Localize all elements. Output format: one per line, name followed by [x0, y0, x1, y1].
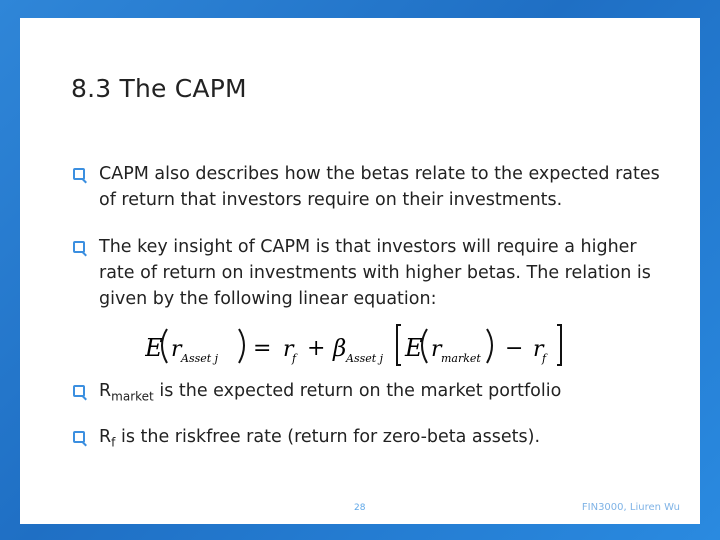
- market-subscript: market: [441, 352, 481, 365]
- formula-beta: β: [333, 336, 347, 362]
- checkbox-bullet-icon: [73, 168, 85, 180]
- checkbox-bullet-icon: [73, 385, 85, 397]
- left-paren-2: [422, 329, 427, 363]
- formula-equals: =: [253, 336, 272, 361]
- footer-credit: FIN3000, Liuren Wu: [581, 502, 680, 513]
- formula-E2: E: [405, 334, 423, 362]
- bullet-subscript: market: [111, 389, 154, 404]
- formula-E: E: [145, 334, 163, 362]
- bullet-prefix: R: [99, 381, 112, 401]
- rf-subscript: f: [292, 352, 297, 365]
- bullet-text: [99, 424, 665, 456]
- asset-subscript: Asset j: [181, 352, 219, 365]
- bullet-item: [75, 378, 665, 410]
- bullet-text: CAPM also describes how the betas relate to the expected rates of return that investors require on their investments.: [99, 164, 660, 210]
- bullet-text: [99, 378, 665, 410]
- page-number: 28: [354, 503, 366, 513]
- rf-subscript-2: f: [542, 352, 547, 365]
- formula-minus: −: [505, 336, 524, 361]
- left-bracket: [397, 325, 401, 365]
- bullet-item: [75, 234, 665, 312]
- right-bracket: [557, 325, 561, 365]
- right-paren: [239, 329, 244, 363]
- right-paren-2: [487, 329, 492, 363]
- bullet-rest: is the riskfree rate (return for zero-beta assets).: [115, 427, 541, 447]
- formula-rf: r: [283, 337, 294, 362]
- slide: [20, 18, 700, 524]
- bullet-rest: is the expected return on the market portfolio: [153, 381, 562, 401]
- slide-title: 8.3 The CAPM: [71, 74, 247, 103]
- formula-plus: +: [307, 336, 326, 361]
- bullet-item: [75, 161, 665, 213]
- capm-equation: [145, 323, 585, 367]
- bullet-text: The key insight of CAPM is that investors will require a higher rate of return on investments with higher betas. The relation is given by the following linear equation:: [99, 237, 651, 309]
- formula-r2: r: [431, 337, 442, 362]
- checkbox-bullet-icon: [73, 431, 85, 443]
- bullet-subscript: f: [111, 435, 116, 450]
- formula-r: r: [171, 337, 182, 362]
- left-paren: [162, 329, 167, 363]
- bullet-prefix: R: [99, 427, 112, 447]
- bullet-item: [75, 424, 665, 456]
- formula-rf2: r: [533, 337, 544, 362]
- checkbox-bullet-icon: [73, 241, 85, 253]
- beta-subscript: Asset j: [346, 352, 384, 365]
